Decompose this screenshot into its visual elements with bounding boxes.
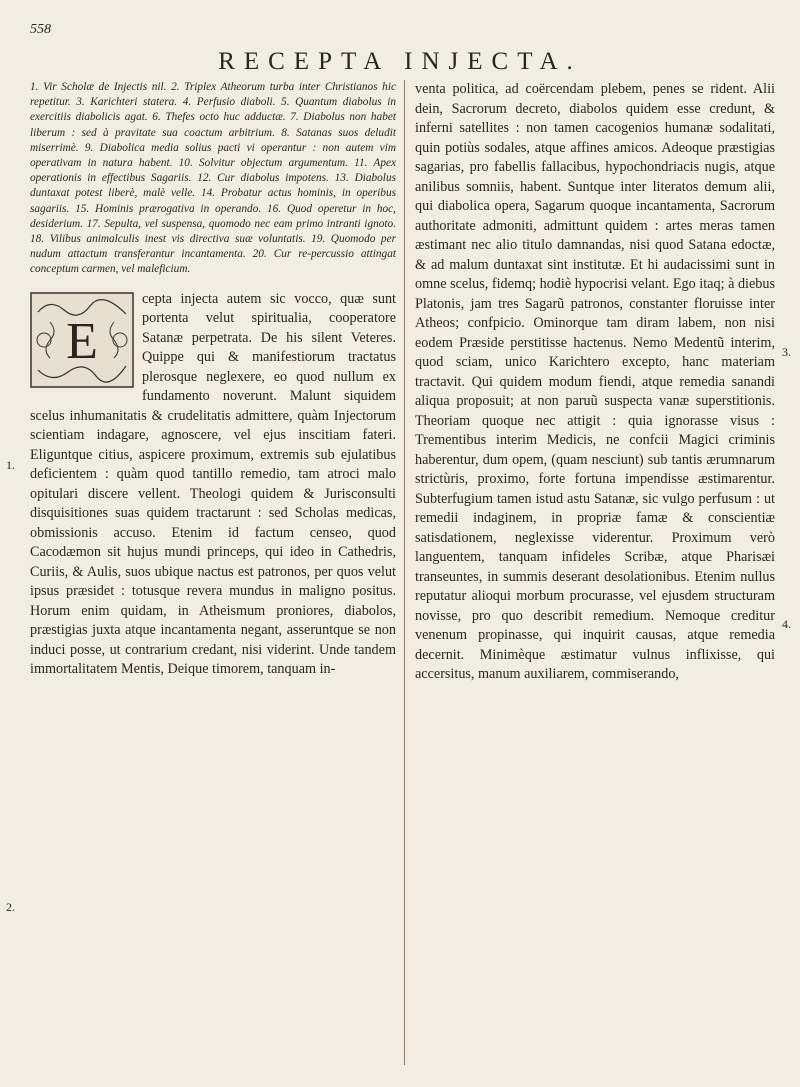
right-column <box>404 80 775 1065</box>
margin-note-2: 2. <box>6 900 15 914</box>
margin-note-4: 4. <box>782 617 791 631</box>
running-head: RECEPTA INJECTA. <box>218 48 582 75</box>
chapter-summary: 1. Vir Scholæ de Injectis nil. 2. Triplex Atheorum turba inter Christianos hic repetitur. 3. Karichteri statera. 4. Perfusio diaboli. 5. Quantum diabolus in exercitiis diabolicis agat. 6. Thefes octo huc adductæ. 7. Diabolus non habet liberum : sed à pravitate sua coactum arbitrium. 8. Satanas suos deludit miserrimè. 9. Diabolica media solius pacti vi operantur : non autem vim operativam in natura habent. 10. Solvitur objectum argumentum. 11. Apex operationis in effectibus Sagariis. 12. Cur diabolus impotens. 13. Diabolus duntaxat potest liberè, malè velle. 14. Probatur actus hominis, in operibus sagariis. 15. Hominis prærogativa in operando. 16. Quod operetur in hoc, desiderium. 17. Sepulta, vel suspensa, quomodo nec eam primo intranti ignoto. 18. Vilibus animalculis inest vis directiva suæ voluntatis. 19. Quomodo per nudum attactum transferantur incantamenta. 20. Cur re-percussio attingat conceptum carmen, vel maleficium. <box>30 81 396 276</box>
svg-text:E: E <box>66 312 98 370</box>
ornamental-initial-e-icon <box>30 292 134 388</box>
left-body-text: cepta injecta autem sic vocco, quæ sunt portenta velut spiritualia, cooperatore Satanæ perpetrata. De his silent Veteres. Quippe qui & manifestiorum tractatus plerosque neglexere, eo quod nullum ex fundamento noverunt. Malunt siquidem scelus inhumanitatis & crudelitatis admittere, quàm Injectorum scientiam indagare, agnoscere, vel ejus inscitiam fateri. Eliguntque citius, aspicere proximum, extremis sub ejulatibus deficientem : quàm quod tantillo remedio, tam atroci malo opitulari discere vellent. Theologi quidem & Jurisconsulti disquisitiones suas quidem tractarunt : sed Scholas medicas, obmissionis accuso. Etenim id factum censeo, quod Cacodæmon sit hujus mundi princeps, qui ideo in Cathedris, Curiis, & Aulis, suos ubique nactus est patronos, per quos velut ipsus præsidet : totusque revera mundus in maligno positus. Horum enim quidam, in Atheismum proniores, diabolos, præstigias juxta atque incantamenta negant, asseruntque se non induci posse, ut contrarium credant, nisi viderint. Unde tandem immortalitatem Mentis, Deique timorem, tanquam in- <box>30 290 396 678</box>
page-number: 558 <box>30 22 51 37</box>
margin-note-3: 3. <box>782 345 791 359</box>
initial-svg <box>30 292 134 388</box>
left-column <box>30 80 396 680</box>
margin-note-1: 1. <box>6 458 15 472</box>
right-body-text: venta politica, ad coërcendam plebem, penes se rident. Alii dein, Sacrorum decreto, diabolos quidem esse credunt, & inferni satellites : non tamen cacogenios humanæ sodalitati, quin potiùs sodales, atque affines amicos. Adeoque præstigias sagarias, pro fabellis fallacibus, hypochondriacis nugis, atque anilibus somniis, habent. Suntque inter literatos demum alii, qui diabolica opera, Sagarum quoque incantamenta, Sacrorum authoritate admoniti, admittunt quidem : artes meras tamen æstimant nec alio titulo damnandas, nisi quod Satana edoctæ, & ad malum duntaxat sint institutæ. Et hi audacissimi sunt in omne scelus, fidemq; hodiè hypocrisi velant. Ego itaq; à diebus Platonis, jam tres Sagarũ patronos, constanter floruisse inter Atheos; confpicio. Ominorque tam diram labem, non nisi eodem Præside perstitisse hactenus. Nemo Medentũ interim, quod sciam, unico Karichtero excepto, hanc materiam tractavit. Qui quidem modum fiendi, atque remedia sanandi aliqua proposuit; at non paruũ suspecta vanæ superstitionis. Theoriam quoque nec attigit : quia ignorasse visus : Trementibus interim Medicis, ne confcii Magici criminis haberentur, dum opem, (quam nesciunt) sub tantis ærumnarum strictùris, proximo, forte fortuna impendisse æstimarentur. Subterfugium tamen istud astu Satanæ, sic vulgo perfusum : ut remedii indaginem, in propriæ famæ & conscientiæ satisdationem, neglexisse viderentur. Proximum verò languentem, tanquam infideles Scribæ, atque Pharisæi transeuntes, in summis deserant desolationibus. Etenim nullus reputatur alioqui morbum procurasse, vel ejusdem structuram novisse, pro quo describit remedium. Nemoque creditur venenum propinasse, qui inquirit causas, atque remedia decernit. Minimèque æstimatur vulnus inflixisse, qui accersitus, manum auxiliarem, commiserando, <box>415 81 775 682</box>
